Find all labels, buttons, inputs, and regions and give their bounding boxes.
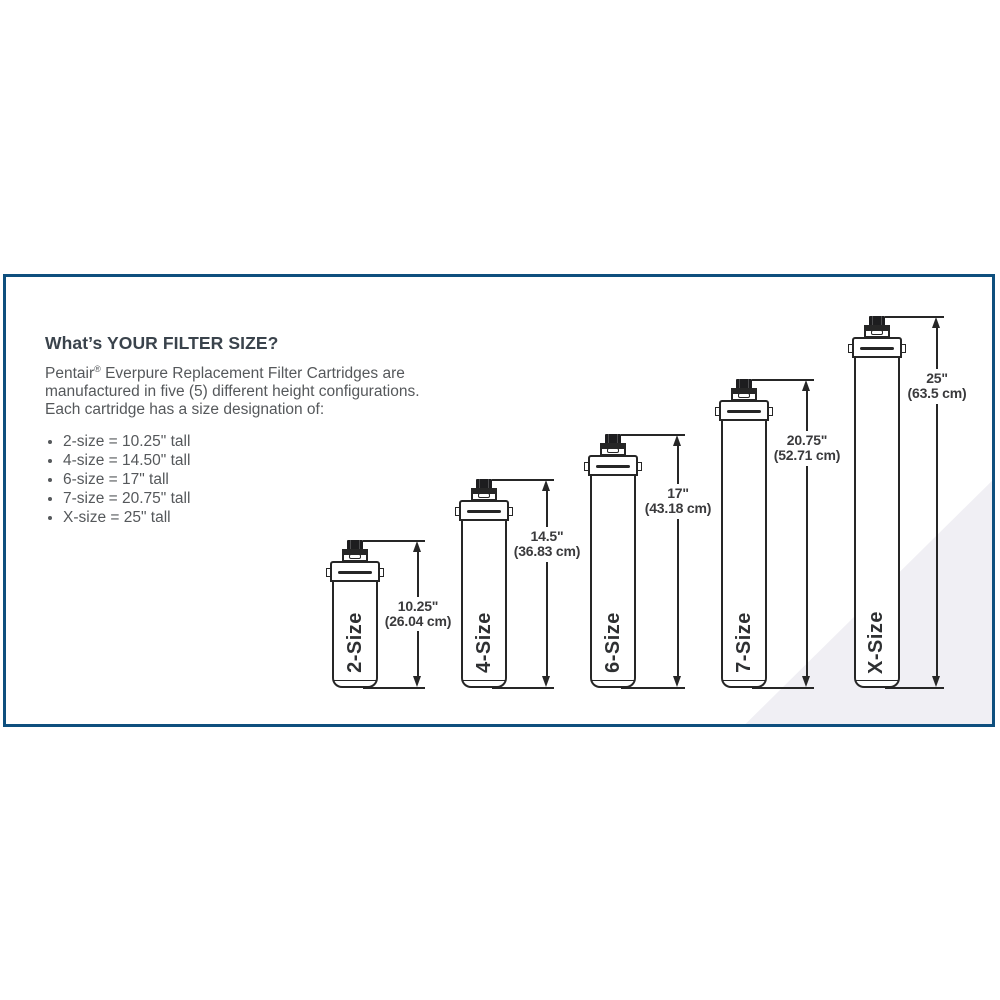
- height-inches: 20.75": [786, 432, 828, 448]
- head-clip-left: [848, 344, 853, 353]
- height-inches: 10.25": [397, 598, 439, 614]
- paragraph-line-3: Each cartridge has a size designation of:: [45, 401, 325, 418]
- bullet-item-6-size: 6-size = 17" tall: [45, 470, 485, 489]
- cap-slot: [871, 330, 883, 335]
- height-centimeters: (52.71 cm): [773, 446, 841, 463]
- height-inches: 17": [667, 485, 689, 501]
- paragraph-line-1-rest: Everpure Replacement Filter Cartridges are: [100, 365, 405, 382]
- arrow-down-icon: [932, 676, 940, 687]
- cartridge-head: [852, 337, 902, 358]
- page-title: What’s YOUR FILTER SIZE?: [45, 333, 279, 353]
- dimension-line-upper: [936, 326, 938, 369]
- dimension-line-lower: [936, 404, 938, 676]
- size-label-text: 7-Size: [732, 611, 755, 673]
- height-centimeters: (36.83 cm): [513, 542, 581, 559]
- bullet-item-2-size: 2-size = 10.25" tall: [45, 432, 485, 451]
- bullet-item-x-size: X-size = 25" tall: [45, 508, 485, 527]
- paragraph-line-1: [45, 360, 485, 383]
- head-clip-right: [901, 344, 906, 353]
- height-inches: 25": [926, 370, 948, 386]
- height-centimeters: (43.18 cm): [644, 499, 712, 516]
- bullet-item-7-size: 7-size = 20.75" tall: [45, 489, 485, 508]
- intro-paragraph: [45, 360, 485, 419]
- head-slot: [860, 347, 894, 350]
- intro-block: [45, 333, 485, 527]
- size-label-text: 6-Size: [601, 611, 624, 673]
- body-seam: [856, 680, 898, 682]
- height-inches: 14.5": [530, 528, 564, 544]
- size-label-text: 2-Size: [343, 611, 366, 673]
- size-label: [856, 610, 898, 674]
- cartridge-body: [854, 356, 900, 688]
- height-centimeters: (63.5 cm): [907, 384, 967, 401]
- size-label-text: X-Size: [865, 610, 888, 674]
- brand-name: Pentair: [45, 365, 95, 382]
- arrow-up-icon: [932, 317, 940, 328]
- registered-trademark: ®: [94, 364, 101, 374]
- size-label-text: 4-Size: [472, 611, 495, 673]
- height-centimeters: (26.04 cm): [384, 612, 452, 629]
- paragraph-line-2: manufactured in five (5) different height configurations.: [45, 383, 420, 400]
- bullet-item-4-size: 4-size = 14.50" tall: [45, 451, 485, 470]
- size-bullet-list: [45, 432, 485, 527]
